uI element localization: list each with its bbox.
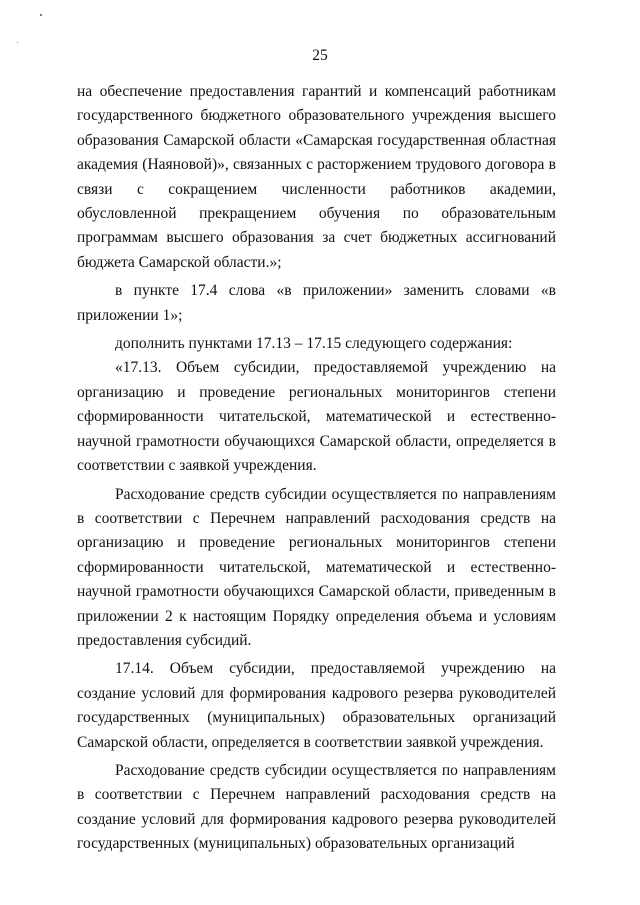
paragraph-17-13-spending: Расходование средств субсидии осуществляется по направлениям в соответствии с Перечнем направлений расходования средств на организацию и проведение региональных мониторингов степени сформированности читательской, математической и естественно-научной грамотности обучающихся Самарской области, приведенным в приложении 2 к настоящим Порядку определения объема и условиям предоставления субсидий. [77,485,556,649]
paragraph-17-14: 17.14. Объем субсидии, предоставляемой учреждению на создание условий для формирования кадрового резерва руководителей государственных (муниципальных) образовательных организаций Самарской области, определяется в соответствии заявкой учреждения. [77,660,556,751]
paragraph-item-17-4: в пункте 17.4 слова «в приложении» заменить словами «в приложении 1»; [77,282,556,324]
document-body [77,80,556,857]
scan-speck [17,42,18,43]
paragraph-17-14-spending: Расходование средств субсидии осуществляется по направлениям в соответствии с Перечнем направлений расходования средств на создание условий для формирования кадрового резерва руководителей государственных (муниципальных) образовательных организаций [77,761,556,853]
paragraph-17-13: «17.13. Объем субсидии, предоставляемой учреждению на организацию и проведение региональных мониторингов степени сформированности читательской, математической и естественно-научной грамотности обучающихся Самарской области, определяется в соответствии с заявкой учреждения. [77,359,556,475]
page-number: 25 [312,47,328,64]
scan-speck [40,14,42,16]
paragraph-add-items: дополнить пунктами 17.13 – 17.15 следующего содержания: [115,335,513,353]
paragraph-continuation: на обеспечение предоставления гарантий и компенсаций работникам государственного бюджетного образовательного учреждения высшего образования Самарской области «Самарская государственная областная академия (Наяновой)», связанных с расторжением трудового договора в связи с сокращением численности работников академии, обусловленной прекращением обучения по образовательным программам высшего образования за счет бюджетных ассигнований бюджета Самарской области.»; [77,83,556,271]
